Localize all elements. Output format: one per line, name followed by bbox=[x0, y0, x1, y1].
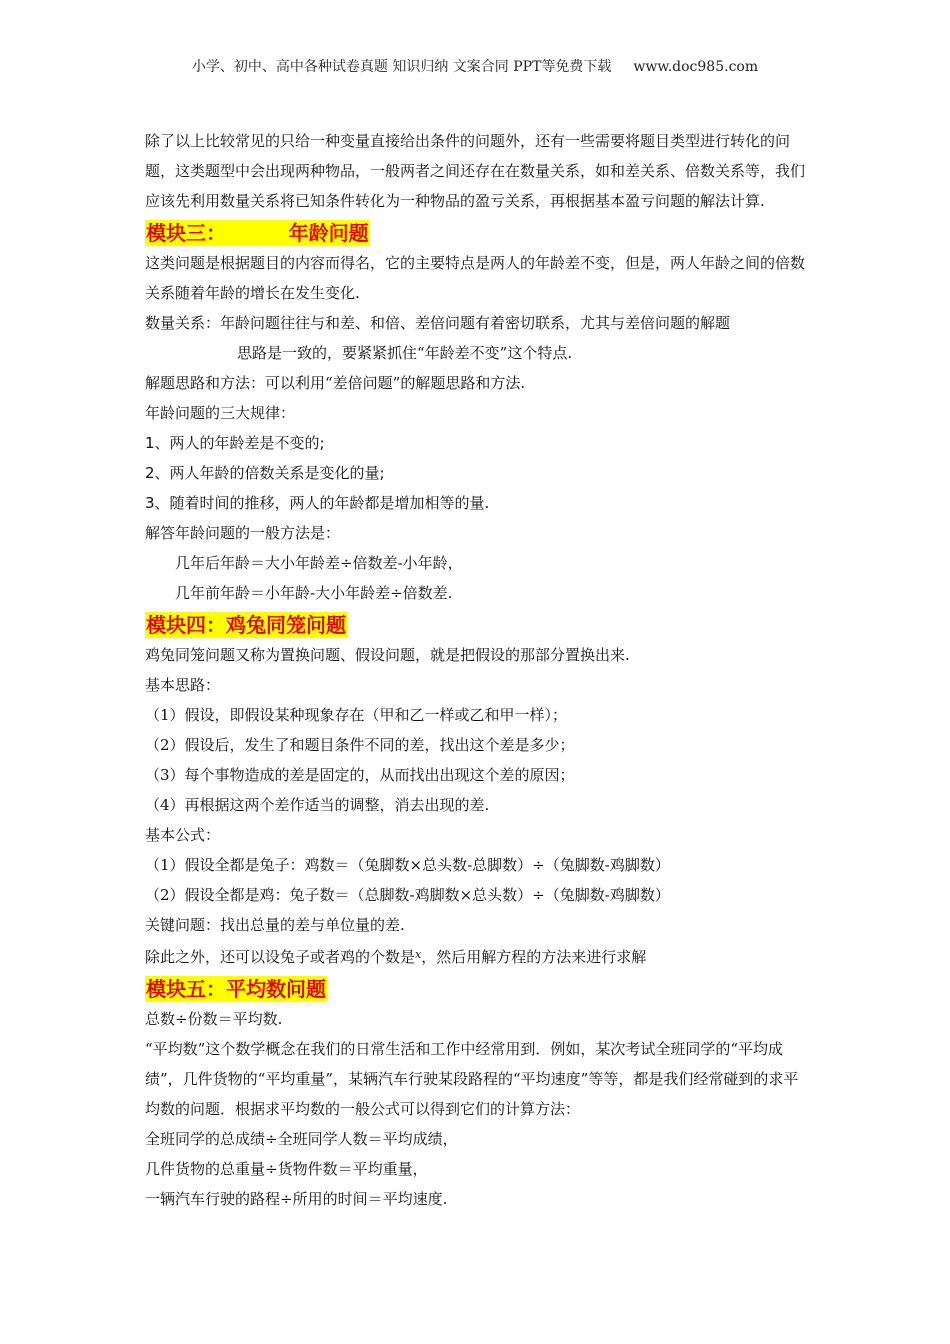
module3-formula-2: 几年前年龄＝小年龄-大小年龄差÷倍数差. bbox=[175, 584, 453, 602]
module3-p2b: 思路是一致的，要紧紧抓住“年龄差不变”这个特点. bbox=[237, 344, 573, 362]
module4-p5-a: 除此之外，还可以设兔子或者鸡的个数是 bbox=[145, 948, 416, 966]
module3-p5: 解答年龄问题的一般方法是： bbox=[145, 524, 341, 542]
page-header bbox=[0, 56, 950, 76]
module3-p3: 解题思路和方法：可以利用“差倍问题”的解题思路和方法. bbox=[145, 374, 526, 392]
module3-heading: 模块三： 年龄问题 bbox=[146, 221, 369, 245]
module4-p3: 基本公式： bbox=[145, 826, 221, 844]
module3-rule-2: 2、两人年龄的倍数关系是变化的量; bbox=[145, 464, 385, 482]
module3-formula-1: 几年后年龄＝大小年龄差÷倍数差-小年龄， bbox=[175, 554, 463, 572]
module4-p4: 关键问题：找出总量的差与单位量的差. bbox=[145, 916, 405, 934]
module4-step-2: （2）假设后，发生了和题目条件不同的差，找出这个差是多少； bbox=[145, 736, 575, 754]
module4-p5 bbox=[145, 940, 805, 972]
module4-formula-2: （2）假设全都是鸡：兔子数＝（总脚数-鸡脚数×总头数）÷（兔脚数-鸡脚数） bbox=[145, 886, 670, 904]
intro-paragraph: 除了以上比较常见的只给一种变量直接给出条件的问题外，还有一些需要将题目类型进行转化的问题，这类题型中会出现两种物品，一般两者之间还存在在数量关系，如和差关系、倍数关系等，我们应该先利用数量关系将已知条件转化为一种物品的盈亏关系，再根据基本盈亏问题的解法计算. bbox=[145, 132, 806, 210]
module4-step-3: （3）每个事物造成的差是固定的，从而找出出现这个差的原因； bbox=[145, 766, 575, 784]
module5-line-3: 一辆汽车行驶的路程÷所用的时间＝平均速度. bbox=[145, 1190, 448, 1208]
module3-p1: 这类问题是根据题目的内容而得名，它的主要特点是两人的年龄差不变，但是，两人年龄之间的倍数关系随着年龄的增长在发生变化. bbox=[145, 254, 806, 302]
header-text: 小学、初中、高中各种试卷真题 知识归纳 文案合同 PPT等免费下载 bbox=[191, 59, 612, 75]
module4-step-1: （1）假设，即假设某种现象存在（甲和乙一样或乙和甲一样）； bbox=[145, 706, 568, 724]
module4-p1: 鸡兔同笼问题又称为置换问题、假设问题，就是把假设的那部分置换出来. bbox=[145, 646, 630, 664]
module3-p4: 年龄问题的三大规律： bbox=[145, 404, 296, 422]
module3-rule-1: 1、两人的年龄差是不变的; bbox=[145, 434, 325, 452]
module4-step-4: （4）再根据这两个差作适当的调整，消去出现的差. bbox=[145, 796, 490, 814]
module5-line-1: 全班同学的总成绩÷全班同学人数＝平均成绩， bbox=[145, 1130, 458, 1148]
module4-formula-1: （1）假设全都是兔子：鸡数＝（兔脚数×总头数-总脚数）÷（兔脚数-鸡脚数） bbox=[145, 856, 670, 874]
module5-line-2: 几件货物的总重量÷货物件数＝平均重量， bbox=[145, 1160, 428, 1178]
module4-heading: 模块四：鸡兔同笼问题 bbox=[146, 613, 346, 637]
module5-p2: “平均数”这个数学概念在我们的日常生活和工作中经常用到．例如，某次考试全班同学的“平均成绩”，几件货物的“平均重量”，某辆汽车行驶某段路程的“平均速度”等等，都是我们经常碰到的求平均数的问题．根据求平均数的一般公式可以得到它们的计算方法： bbox=[145, 1040, 799, 1118]
module4-p5-b: ，然后用解方程的方法来进行求解 bbox=[421, 948, 647, 966]
module5-heading: 模块五：平均数问题 bbox=[146, 977, 326, 1001]
module3-p2a: 数量关系：年龄问题往往与和差、和倍、差倍问题有着密切联系，尤其与差倍问题的解题 bbox=[145, 314, 731, 332]
module3-rule-3: 3、随着时间的推移，两人的年龄都是增加相等的量. bbox=[145, 494, 490, 512]
module4-p2: 基本思路： bbox=[145, 676, 221, 694]
header-site: www.doc985.com bbox=[633, 59, 759, 75]
document-body bbox=[145, 126, 805, 1214]
variable-x: x bbox=[415, 948, 422, 961]
module5-p1: 总数÷份数＝平均数. bbox=[145, 1010, 283, 1028]
